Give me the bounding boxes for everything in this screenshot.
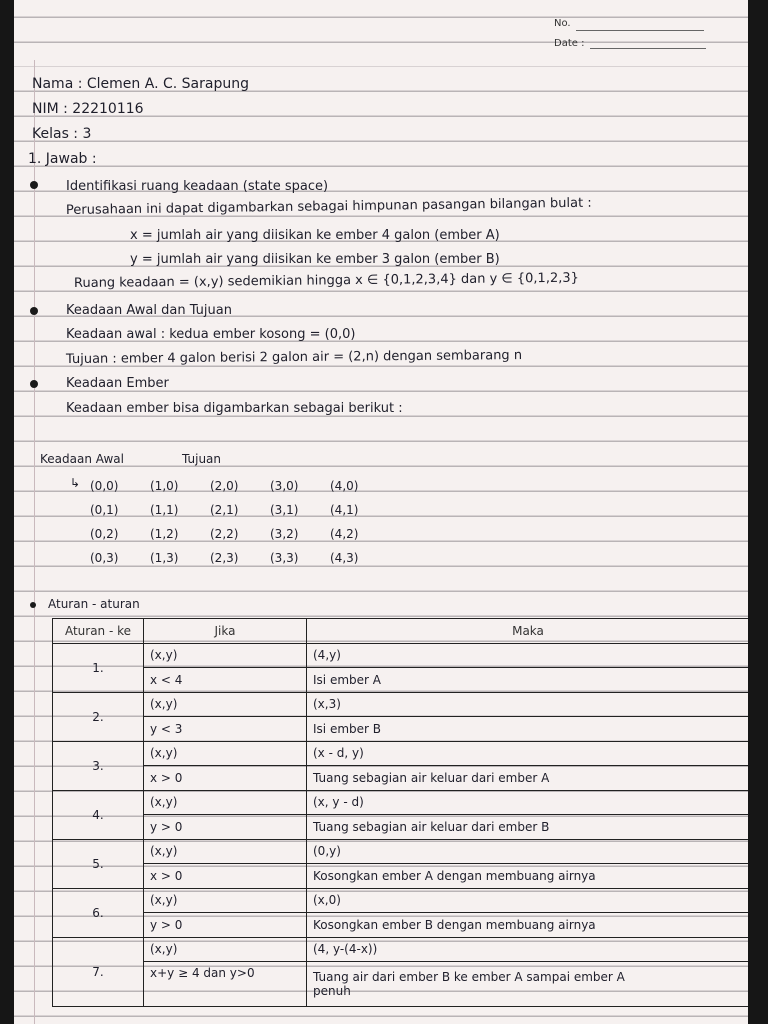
rule-condition: x+y ≥ 4 dan y>0 xyxy=(144,962,307,1007)
state-cell: (1,3) xyxy=(150,551,179,565)
rule-number: 1. xyxy=(53,643,144,692)
state-cell: (4,2) xyxy=(330,527,359,541)
rule-result: Tuang sebagian air keluar dari ember B xyxy=(307,815,749,840)
rule-result-line: Tuang air dari ember B ke ember A sampai ember A xyxy=(313,970,625,984)
state-cell: (4,1) xyxy=(330,503,359,517)
state-cell: (3,1) xyxy=(270,503,299,517)
arrow-icon: ↳ xyxy=(70,476,81,490)
rule-condition: (x,y) xyxy=(144,741,307,766)
state-cell: (4,3) xyxy=(330,551,359,565)
rule-condition: (x,y) xyxy=(144,839,307,864)
no-label: No. xyxy=(554,18,571,29)
section-title-aturan: Aturan - aturan xyxy=(48,597,140,611)
table-row xyxy=(53,913,749,938)
state-cell: (2,3) xyxy=(210,551,239,565)
rule-result: Kosongkan ember B dengan membuang airnya xyxy=(307,913,749,938)
col-header-aturan: Aturan - ke xyxy=(53,619,144,644)
rule-condition: x < 4 xyxy=(144,668,307,693)
label-keadaan-awal: Keadaan Awal xyxy=(40,452,124,466)
state-cell: (2,0) xyxy=(210,479,239,493)
text-line: Keadaan awal : kedua ember kosong = (0,0) xyxy=(66,327,356,342)
rule-condition: (x,y) xyxy=(144,692,307,717)
state-cell: (1,1) xyxy=(150,503,179,517)
rule-result: Isi ember B xyxy=(307,717,749,742)
state-cell: (0,1) xyxy=(90,503,119,517)
rule-number: 5. xyxy=(53,839,144,888)
state-cell: (3,2) xyxy=(270,527,299,541)
state-cell: (4,0) xyxy=(330,479,359,493)
rule-result: Kosongkan ember A dengan membuang airnya xyxy=(307,864,749,889)
text-line: Perusahaan ini dapat digambarkan sebagai himpunan pasangan bilangan bulat : xyxy=(65,195,592,218)
rule-result: Tuang sebagian air keluar dari ember A xyxy=(307,766,749,791)
rule-condition: (x,y) xyxy=(144,643,307,668)
table-row xyxy=(53,864,749,889)
section-title-awal-tujuan: Keadaan Awal dan Tujuan xyxy=(66,303,232,318)
nim-line: NIM : 22210116 xyxy=(32,101,144,117)
text-line: Tujuan : ember 4 galon berisi 2 galon air = (2,n) dengan sembarang n xyxy=(65,348,523,367)
rule-condition: (x,y) xyxy=(144,937,307,962)
rule-condition: (x,y) xyxy=(144,888,307,913)
rule-result: (x - d, y) xyxy=(307,741,749,766)
state-cell: (1,0) xyxy=(150,479,179,493)
table-row xyxy=(53,741,749,766)
state-cell: (1,2) xyxy=(150,527,179,541)
state-cell: (0,3) xyxy=(90,551,119,565)
kelas-line: Kelas : 3 xyxy=(32,126,92,142)
rule-condition: x > 0 xyxy=(144,864,307,889)
rule-condition: x > 0 xyxy=(144,766,307,791)
text-line: y = jumlah air yang diisikan ke ember 3 galon (ember B) xyxy=(130,252,500,267)
bullet-2 xyxy=(30,307,38,315)
bullet-1 xyxy=(30,181,38,189)
rule-result xyxy=(307,962,749,1007)
text-line: x = jumlah air yang diisikan ke ember 4 galon (ember A) xyxy=(130,228,500,243)
rule-result: Isi ember A xyxy=(307,668,749,693)
state-grid xyxy=(90,474,390,570)
rules-header-row xyxy=(53,619,749,644)
table-row xyxy=(53,717,749,742)
label-tujuan: Tujuan xyxy=(182,452,222,466)
no-line xyxy=(576,30,704,31)
rule-condition: y > 0 xyxy=(144,815,307,840)
rule-number: 7. xyxy=(53,937,144,1007)
table-row xyxy=(53,888,749,913)
rule-number: 2. xyxy=(53,692,144,741)
rule-condition: y < 3 xyxy=(144,717,307,742)
table-row xyxy=(53,962,749,1007)
table-row xyxy=(53,790,749,815)
text-line: Ruang keadaan = (x,y) sedemikian hingga x ∈ {0,1,2,3,4} dan y ∈ {0,1,2,3} xyxy=(73,270,579,291)
table-row xyxy=(53,668,749,693)
state-row xyxy=(90,546,390,570)
bullet-3 xyxy=(30,380,38,388)
text-line: Keadaan ember bisa digambarkan sebagai berikut : xyxy=(66,401,403,416)
bullet-4 xyxy=(30,602,36,608)
answer-heading: 1. Jawab : xyxy=(28,151,97,167)
state-cell: (3,0) xyxy=(270,479,299,493)
table-row xyxy=(53,643,749,668)
date-label: Date : xyxy=(554,38,585,49)
nama-line: Nama : Clemen A. C. Sarapung xyxy=(32,76,249,92)
notebook-page xyxy=(14,0,748,1024)
table-row xyxy=(53,815,749,840)
table-row xyxy=(53,839,749,864)
date-line xyxy=(590,48,706,49)
state-cell: (3,3) xyxy=(270,551,299,565)
state-cell: (2,2) xyxy=(210,527,239,541)
state-cell: (2,1) xyxy=(210,503,239,517)
rule-number: 4. xyxy=(53,790,144,839)
rule-number: 6. xyxy=(53,888,144,937)
rule-result: (x,0) xyxy=(307,888,749,913)
rule-number: 3. xyxy=(53,741,144,790)
rule-result: (x, y - d) xyxy=(307,790,749,815)
section-title-ember: Keadaan Ember xyxy=(66,376,169,391)
state-row xyxy=(90,522,390,546)
rules-table xyxy=(52,618,748,1007)
rule-result: (0,y) xyxy=(307,839,749,864)
rule-result: (4, y-(4-x)) xyxy=(307,937,749,962)
state-cell: (0,2) xyxy=(90,527,119,541)
state-cell: (0,0) xyxy=(90,479,119,493)
state-row xyxy=(90,498,390,522)
state-row xyxy=(90,474,390,498)
rule-result-line: penuh xyxy=(313,984,351,998)
table-row xyxy=(53,766,749,791)
rule-condition: y > 0 xyxy=(144,913,307,938)
rule-result: (x,3) xyxy=(307,692,749,717)
table-row xyxy=(53,937,749,962)
table-row xyxy=(53,692,749,717)
rule-result: (4,y) xyxy=(307,643,749,668)
margin-line xyxy=(34,60,35,1024)
section-title-state-space: Identifikasi ruang keadaan (state space) xyxy=(66,179,329,194)
col-header-jika: Jika xyxy=(144,619,307,644)
rule-condition: (x,y) xyxy=(144,790,307,815)
col-header-maka: Maka xyxy=(307,619,749,644)
